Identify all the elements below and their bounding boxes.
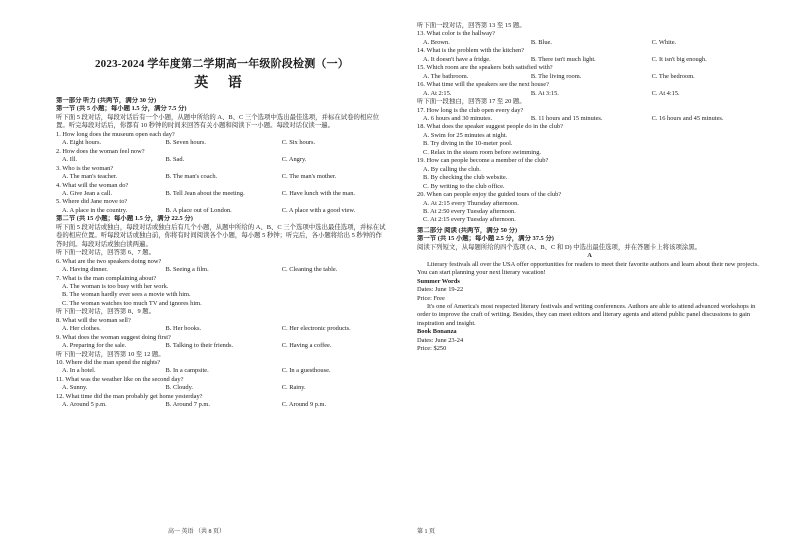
reading-section1-heading: 第一节 (共 15 小题；每小题 2.5 分，满分 37.5 分) [417, 235, 554, 243]
question-4 [56, 182, 388, 199]
option-b: B. Around 7 p.m. [165, 401, 210, 409]
right-page [397, 0, 794, 549]
option-a: A. At 2:15 every Thursday afternoon. [423, 199, 519, 207]
left-page-footer: 高一 英语 （共 8 页） [168, 529, 226, 535]
event1-price: Price: Free [417, 294, 445, 302]
option-b: B. By checking the club website. [423, 174, 508, 182]
question-16 [417, 81, 762, 98]
question-2 [56, 148, 388, 165]
question-text: 11. What was the weather like on the second day? [56, 375, 184, 383]
question-8 [56, 317, 388, 334]
part1-heading: 第一部分 听力 (共两节，满分 30 分) [56, 96, 157, 104]
event1-name: Summer Words [417, 277, 460, 285]
question-text: 18. What does the speaker suggest people do in the club? [417, 123, 563, 131]
question-7 [56, 275, 388, 309]
option-c: C. The man's mother. [281, 173, 337, 181]
option-c: C. By writing to the club office. [423, 182, 505, 190]
right-page-footer: 第 1 页 [417, 529, 436, 535]
option-c: C. In a guesthouse. [281, 367, 331, 375]
option-c: C. Rainy. [281, 384, 306, 392]
question-18 [417, 123, 762, 157]
option-c: C. Around 9 p.m. [281, 401, 327, 409]
option-a: A. In a hotel. [62, 367, 96, 375]
passage-label: A [587, 252, 592, 260]
option-a: A. By calling the club. [423, 165, 481, 173]
question-1 [56, 131, 388, 148]
option-c: C. At 2:15 every Tuesday afternoon. [423, 216, 516, 224]
option-c: C. 16 hours and 45 minutes. [651, 114, 724, 122]
option-b: B. A place out of London. [165, 206, 232, 214]
section2-heading: 第二节 (共 15 小题；每小题 1.5 分，满分 22.5 分) [56, 215, 193, 223]
option-a: A. Sunny. [62, 384, 88, 392]
question-text: 13. What color is the hallway? [417, 30, 495, 38]
listening-prompt-6: 听下面一段对话，回答第 6、7 题。 [56, 249, 156, 257]
event2-dates: Dates: June 23-24 [417, 336, 464, 344]
question-text: 6. What are the two speakers doing now? [56, 257, 162, 265]
event2-name: Book Bonanza [417, 328, 457, 336]
exam-subject: 英 语 [194, 75, 250, 91]
option-c: C. Having a coffee. [281, 342, 332, 350]
question-text: 17. How long is the club open every day? [417, 106, 524, 114]
event1-dates: Dates: June 19-22 [417, 286, 464, 294]
option-b: B. Talking to their friends. [165, 342, 234, 350]
option-c: C. Have lunch with the man. [281, 189, 356, 197]
question-text: 14. What is the problem with the kitchen? [417, 47, 525, 55]
option-b: B. At 2:50 every Tuesday afternoon. [423, 207, 516, 215]
event1-description: It's one of America's most respected literary festivals and writing conferences. Authors are able to attend advanced workshops in order to improve the craft of writing. Besides, they can meet editors and literary agents and attend public panel discussions to gain inspiration and insight. [417, 302, 756, 327]
option-c: C. The bedroom. [651, 72, 695, 80]
option-a: A. Give Jean a call. [62, 189, 113, 197]
option-b: B. In a campsite. [165, 367, 209, 375]
question-text: 8. What will the woman sell? [56, 316, 131, 324]
question-12 [56, 393, 388, 410]
exam-title: 2023-2024 学年度第二学期高一年级阶段检测（一） [94, 58, 349, 70]
option-a: A. The woman is too busy with her work. [62, 282, 169, 290]
question-text: 3. Who is the woman? [56, 164, 114, 172]
option-a: A. At 2:15. [423, 89, 452, 97]
option-c: C. Relax in the steam room before swimming. [423, 148, 542, 156]
question-text: 12. What time did the man probably get home yesterday? [56, 392, 203, 400]
option-b: B. Try diving in the 10-meter pool. [423, 140, 513, 148]
reading-section1-instructions: 阅读下列短文，从每题所给的四个选项 (A、B、C 和 D) 中选出最佳选项，并在答题卡上将该项涂黑。 [417, 243, 702, 251]
option-c: C. It isn't big enough. [651, 55, 707, 63]
option-b: B. Sad. [165, 156, 185, 164]
option-c: C. White. [651, 38, 677, 46]
listening-prompt-8: 听下面一段对话，回答第 8、9 题。 [56, 308, 156, 316]
section1-heading: 第一节 (共 5 小题；每小题 1.5 分，满分 7.5 分) [56, 105, 187, 113]
option-b: B. Seeing a film. [165, 266, 209, 274]
question-17 [417, 107, 762, 124]
question-text: 7. What is the man complaining about? [56, 274, 157, 282]
option-a: A. Having dinner. [62, 266, 108, 274]
option-c: C. A place with a good view. [281, 206, 356, 214]
question-14 [417, 47, 762, 64]
listening-prompt-17: 听下面一段独白，回答第 17 至 20 题。 [417, 98, 526, 106]
question-5 [56, 198, 388, 215]
option-a: A. Preparing for the sale. [62, 342, 127, 350]
option-b: B. Cloudy. [165, 384, 194, 392]
left-column [56, 0, 388, 410]
option-c: C. The woman watches too much TV and ignores him. [62, 299, 202, 307]
listening-prompt-10: 听下面一段对话，回答第 10 至 12 题。 [56, 350, 165, 358]
question-19 [417, 157, 762, 191]
option-a: A. Ill. [62, 156, 78, 164]
question-15 [417, 64, 762, 81]
option-a: A. Around 5 p.m. [62, 401, 107, 409]
option-b: B. There isn't much light. [530, 55, 596, 63]
question-text: 4. What will the woman do? [56, 181, 129, 189]
option-c: C. Six hours. [281, 139, 316, 147]
option-c: C. Angry. [281, 156, 307, 164]
question-13 [417, 30, 762, 47]
option-c: C. Her electronic products. [281, 325, 351, 333]
option-a: A. The bathroom. [423, 72, 469, 80]
question-3 [56, 165, 388, 182]
option-b: B. Her books. [165, 325, 202, 333]
option-b: B. The living room. [530, 72, 582, 80]
question-text: 5. Where did Jane move to? [56, 198, 128, 206]
option-a: A. Her clothes. [62, 325, 101, 333]
question-text: 20. When can people enjoy the guided tours of the club? [417, 191, 562, 199]
option-b: B. The woman hardly ever sees a movie with him. [62, 291, 191, 299]
option-a: A. The man's teacher. [62, 173, 118, 181]
option-a: A. It doesn't have a fridge. [423, 55, 491, 63]
option-a: A. 6 hours and 30 minutes. [423, 114, 493, 122]
section2-instructions: 听下面 5 段对话或独白，每段对话或独白后有几个小题，从题中所给的 A、B、C 三个选项中选出最佳选项，并标在试卷的相应位置。听每段对话或独白前，你将有时间阅读各个小题，每小题 5 秒钟；听完后，各小题将给出 5 秒钟的作答时间。每段对话或独白读两遍。 [56, 223, 386, 248]
option-b: B. Seven hours. [165, 139, 207, 147]
question-text: 1. How long does the museum open each day? [56, 130, 175, 138]
question-6 [56, 258, 388, 275]
question-9 [56, 334, 388, 351]
question-text: 2. How does the woman feel now? [56, 147, 145, 155]
section1-instructions: 听下面 5 段对话，每段对话后有一个小题，从题中所给的 A、B、C 三个选项中选出最佳选项，并标在试卷的相应位置。听完每段对话后，你都有 10 秒钟的时间来回答有关小题和阅读下一小题。每段对话仅读一遍。 [56, 113, 380, 130]
passage-intro: Literary festivals all over the USA offer opportunities for readers to meet their favorite authors and learn about their new projects. You can start planning your next literary vacation! [417, 260, 759, 277]
option-b: B. At 3:15. [530, 89, 559, 97]
listening-prompt-13: 听下面一段对话，回答第 13 至 15 题。 [417, 22, 526, 29]
event2-price: Price: $250 [417, 345, 447, 353]
question-text: 19. How can people become a member of the club? [417, 157, 549, 165]
part2-heading: 第二部分 阅读 (共两节，满分 50 分) [417, 226, 518, 234]
question-text: 15. Which room are the speakers both satisfied with? [417, 64, 553, 72]
right-column [417, 22, 762, 354]
option-c: C. At 4:15. [651, 89, 680, 97]
question-10 [56, 359, 388, 376]
question-text: 10. Where did the man spend the nights? [56, 359, 161, 367]
option-c: C. Cleaning the table. [281, 266, 338, 274]
option-a: A. Eight hours. [62, 139, 102, 147]
option-b: B. Tell Jean about the meeting. [165, 189, 245, 197]
question-20 [417, 191, 762, 225]
question-11 [56, 376, 388, 393]
option-b: B. 11 hours and 15 minutes. [530, 114, 603, 122]
option-a: A. A place in the country. [62, 206, 128, 214]
option-a: A. Swim for 25 minutes at night. [423, 131, 508, 139]
question-text: 16. What time will the speakers see the next house? [417, 81, 549, 89]
option-b: B. The man's coach. [165, 173, 218, 181]
option-b: B. Blue. [530, 38, 552, 46]
question-text: 9. What does the woman suggest doing first? [56, 333, 171, 341]
option-a: A. Brown. [423, 38, 450, 46]
